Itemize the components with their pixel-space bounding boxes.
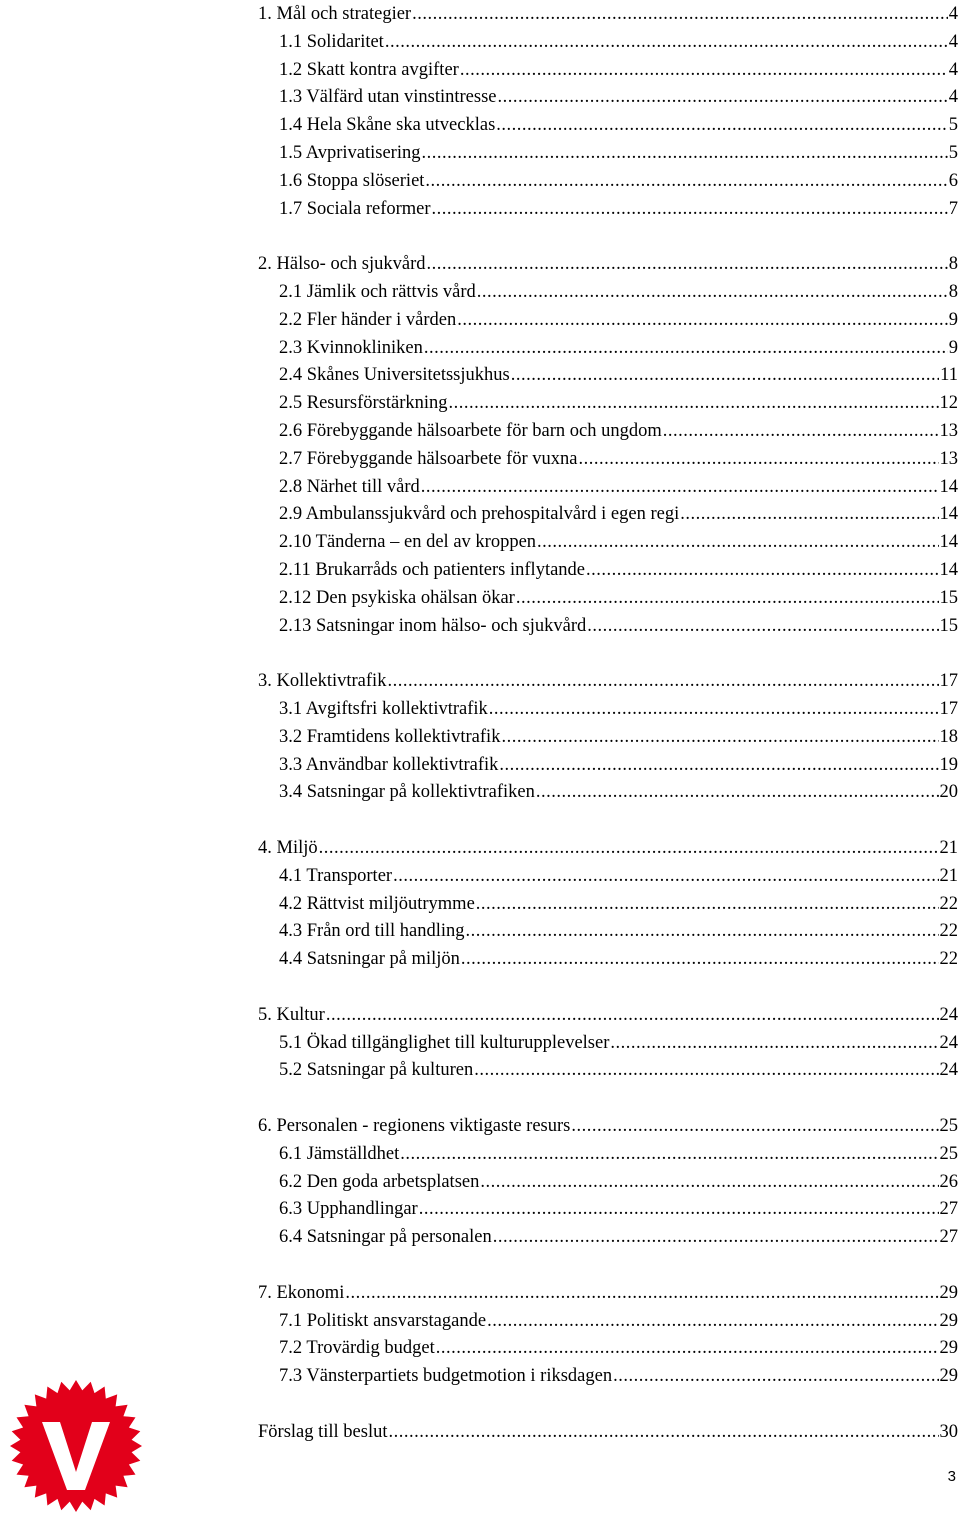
toc-entry-page: 4: [948, 4, 958, 24]
toc-entry-page: 5: [948, 115, 958, 136]
toc-section-entry[interactable]: [279, 417, 958, 445]
toc-entry-label: 7.1 Politiskt ansvarstagande: [279, 1310, 487, 1331]
toc-entry-label: 2.7 Förebyggande hälsoarbete för vuxna: [279, 448, 578, 469]
toc-leader-dots: [432, 195, 948, 223]
toc-leader-dots: [498, 83, 948, 111]
toc-entry-page: 14: [939, 532, 958, 553]
toc-entry-page: 29: [939, 1338, 958, 1359]
toc-section-entry[interactable]: [279, 167, 958, 195]
toc-section-entry[interactable]: [279, 278, 958, 306]
toc-entry-label: 6.2 Den goda arbetsplatsen: [279, 1171, 480, 1192]
toc-leader-dots: [680, 500, 938, 528]
toc-section-entry[interactable]: [279, 389, 958, 417]
toc-leader-dots: [412, 0, 948, 28]
toc-leader-dots: [427, 250, 948, 278]
toc-leader-dots: [319, 834, 939, 862]
toc-entry-page: 14: [939, 560, 958, 580]
toc-leader-dots: [586, 556, 938, 584]
toc-section-entry[interactable]: [279, 334, 958, 362]
toc-leader-dots: [499, 751, 938, 779]
toc-leader-dots: [421, 473, 939, 501]
toc-entry-label: 6.3 Upphandlingar: [279, 1199, 418, 1220]
toc-entry-label: 3.1 Avgiftsfri kollektivtrafik: [279, 699, 488, 719]
toc-chapter-entry[interactable]: [258, 1418, 958, 1446]
toc-entry-page: 4: [948, 31, 958, 52]
toc-entry-label: 3.3 Användbar kollektivtrafik: [279, 754, 499, 775]
toc-leader-dots: [613, 1362, 938, 1390]
toc-entry-label: 2.9 Ambulanssjukvård och prehospitalvård i egen regi: [279, 504, 680, 525]
toc-entry-label: 4.1 Transporter: [279, 865, 393, 886]
toc-entry-label: 7.3 Vänsterpartiets budgetmotion i riksdagen: [279, 1366, 613, 1387]
toc-chapter-entry[interactable]: [258, 1279, 958, 1307]
toc-section-entry[interactable]: [279, 1307, 958, 1335]
toc-leader-dots: [489, 695, 939, 723]
toc-entry-label: 6. Personalen - regionens viktigaste resurs: [258, 1116, 571, 1136]
toc-entry-page: 15: [939, 615, 958, 636]
toc-entry-label: 2. Hälso- och sjukvård: [258, 254, 426, 275]
toc-entry-label: 2.11 Brukarråds och patienters inflytande: [279, 560, 586, 580]
toc-section-entry[interactable]: [279, 445, 958, 473]
toc-entry-label: 1.4 Hela Skåne ska utvecklas: [279, 115, 496, 136]
toc-leader-dots: [421, 139, 947, 167]
toc-leader-dots: [387, 667, 938, 695]
toc-entry-page: 6: [948, 170, 958, 191]
toc-entry-label: 2.4 Skånes Universitetssjukhus: [279, 365, 510, 386]
toc-section-entry[interactable]: [279, 1362, 958, 1390]
toc-section-entry[interactable]: [279, 1195, 958, 1223]
toc-entry-label: 2.12 Den psykiska ohälsan ökar: [279, 587, 515, 608]
toc-leader-dots: [345, 1279, 938, 1307]
toc-entry-label: 1.3 Välfärd utan vinstintresse: [279, 87, 497, 108]
toc-entry-page: 11: [940, 365, 958, 386]
toc-entry-label: 4.4 Satsningar på miljön: [279, 949, 460, 970]
toc-section-entry[interactable]: [279, 862, 958, 890]
toc-leader-dots: [487, 1307, 938, 1335]
toc-section-entry[interactable]: [279, 306, 958, 334]
toc-section-entry[interactable]: [279, 500, 958, 528]
toc-section-entry[interactable]: [279, 890, 958, 918]
toc-entry-label: 2.13 Satsningar inom hälso- och sjukvård: [279, 615, 587, 636]
toc-entry-page: 27: [939, 1199, 958, 1220]
toc-entry-page: 15: [939, 587, 958, 608]
toc-entry-page: 21: [939, 865, 958, 886]
toc-leader-dots: [400, 1140, 938, 1168]
toc-chapter-entry[interactable]: [258, 667, 958, 695]
toc-entry-page: 29: [939, 1366, 958, 1387]
toc-entry-label: 3. Kollektivtrafik: [258, 671, 387, 692]
toc-leader-dots: [516, 584, 939, 612]
toc-entry-label: 1.5 Avprivatisering: [279, 143, 421, 163]
toc-entry-label: 2.2 Fler händer i vården: [279, 309, 457, 330]
toc-leader-dots: [587, 612, 938, 640]
toc-chapter-entry[interactable]: [258, 1001, 958, 1029]
toc-leader-dots: [480, 1168, 938, 1196]
toc-entry-page: 9: [948, 337, 958, 358]
toc-entry-page: 13: [939, 421, 958, 441]
toc-section-entry[interactable]: [279, 473, 958, 501]
toc-entry-label: 7. Ekonomi: [258, 1282, 345, 1303]
toc-entry-page: 18: [939, 726, 958, 747]
toc-chapter-entry[interactable]: [258, 0, 958, 28]
toc-entry-page: 5: [948, 143, 958, 163]
toc-entry-label: 2.1 Jämlik och rättvis vård: [279, 282, 476, 302]
toc-leader-dots: [610, 1029, 938, 1057]
toc-entry-page: 29: [939, 1282, 958, 1303]
toc-leader-dots: [436, 1334, 939, 1362]
toc-leader-dots: [501, 723, 938, 751]
toc-entry-label: 3.2 Framtidens kollektivtrafik: [279, 726, 501, 747]
toc-entry-label: 2.3 Kvinnokliniken: [279, 337, 423, 358]
toc-leader-dots: [474, 1056, 938, 1084]
toc-leader-dots: [460, 56, 948, 84]
toc-section-entry[interactable]: [279, 195, 958, 223]
toc-entry-label: 1.2 Skatt kontra avgifter: [279, 59, 459, 80]
toc-chapter-entry[interactable]: [258, 834, 958, 862]
toc-entry-page: 7: [948, 198, 958, 219]
page-number: 3: [947, 1468, 956, 1485]
toc-section-entry[interactable]: [279, 612, 958, 640]
toc-entry-page: 27: [939, 1227, 958, 1248]
toc-entry-label: 7.2 Trovärdig budget: [279, 1338, 435, 1359]
toc-section-entry[interactable]: [279, 723, 958, 751]
toc-leader-dots: [477, 278, 948, 306]
toc-entry-page: 14: [939, 504, 958, 525]
toc-entry-page: 20: [939, 782, 958, 803]
toc-entry-label: 6.4 Satsningar på personalen: [279, 1227, 492, 1248]
toc-entry-label: 2.10 Tänderna – en del av kroppen: [279, 532, 537, 553]
toc-entry-page: 4: [948, 59, 958, 80]
toc-leader-dots: [425, 167, 947, 195]
toc-leader-dots: [393, 862, 938, 890]
toc-section-entry[interactable]: [279, 695, 958, 723]
toc-entry-page: 25: [939, 1116, 958, 1136]
toc-section-entry[interactable]: [279, 83, 958, 111]
toc-entry-page: 22: [939, 921, 958, 942]
toc-entry-page: 24: [939, 1060, 958, 1081]
toc-entry-label: 6.1 Jämställdhet: [279, 1143, 400, 1164]
toc-section-entry[interactable]: [279, 778, 958, 806]
toc-section-entry[interactable]: [279, 28, 958, 56]
toc-entry-page: 4: [948, 87, 958, 108]
toc-section-entry[interactable]: [279, 1029, 958, 1057]
toc-entry-page: 9: [948, 309, 958, 330]
toc-entry-page: 22: [939, 893, 958, 914]
toc-chapter-entry[interactable]: [258, 250, 958, 278]
toc-entry-page: 13: [939, 448, 958, 469]
toc-leader-dots: [511, 361, 939, 389]
toc-entry-page: 19: [939, 754, 958, 775]
toc-entry-page: 14: [939, 476, 958, 497]
toc-entry-label: 1.1 Solidaritet: [279, 31, 384, 52]
toc-leader-dots: [449, 389, 939, 417]
toc-entry-label: 4.2 Rättvist miljöutrymme: [279, 893, 475, 914]
toc-leader-dots: [466, 917, 939, 945]
toc-leader-dots: [493, 1223, 939, 1251]
toc-entry-label: 3.4 Satsningar på kollektivtrafiken: [279, 782, 535, 803]
toc-entry-label: 2.6 Förebyggande hälsoarbete för barn och ungdom: [279, 421, 662, 441]
vansterpartiet-logo-icon: [8, 1378, 144, 1514]
toc-entry-page: 25: [939, 1143, 958, 1164]
toc-entry-label: Förslag till beslut: [258, 1421, 388, 1442]
toc-section-entry[interactable]: [279, 1140, 958, 1168]
toc-entry-label: 2.8 Närhet till vård: [279, 476, 420, 497]
toc-section-entry[interactable]: [279, 1334, 958, 1362]
toc-entry-page: 17: [939, 671, 958, 692]
toc-entry-label: 2.5 Resursförstärkning: [279, 393, 448, 414]
toc-chapter-entry[interactable]: [258, 1112, 958, 1140]
toc-entry-label: 4. Miljö: [258, 838, 318, 858]
toc-section-entry[interactable]: [279, 528, 958, 556]
toc-section-entry[interactable]: [279, 945, 958, 973]
toc-section-entry[interactable]: [279, 361, 958, 389]
toc-entry-page: 24: [939, 1004, 958, 1025]
toc-leader-dots: [663, 417, 939, 445]
toc-section-entry[interactable]: [279, 1168, 958, 1196]
toc-leader-dots: [461, 945, 939, 973]
toc-section-entry[interactable]: [279, 917, 958, 945]
toc-section-entry[interactable]: [279, 584, 958, 612]
toc-entry-page: 21: [939, 838, 958, 858]
toc-leader-dots: [496, 111, 947, 139]
toc-leader-dots: [457, 306, 948, 334]
toc-entry-page: 12: [939, 393, 958, 414]
toc-entry-label: 4.3 Från ord till handling: [279, 921, 465, 942]
toc-leader-dots: [419, 1195, 939, 1223]
toc-entry-page: 26: [939, 1171, 958, 1192]
toc-leader-dots: [424, 334, 948, 362]
toc-leader-dots: [476, 890, 939, 918]
toc-entry-page: 30: [939, 1421, 958, 1442]
toc-entry-page: 29: [939, 1310, 958, 1331]
toc-entry-label: 5.2 Satsningar på kulturen: [279, 1060, 474, 1081]
toc-section-entry[interactable]: [279, 1056, 958, 1084]
toc-entry-label: 1.7 Sociala reformer: [279, 198, 431, 219]
toc-leader-dots: [536, 778, 939, 806]
toc-entry-page: 8: [948, 254, 958, 275]
toc-leader-dots: [385, 28, 948, 56]
toc-entry-page: 17: [939, 699, 958, 719]
toc-entry-page: 8: [948, 282, 958, 302]
toc-entry-label: 5. Kultur: [258, 1004, 325, 1025]
toc-section-entry[interactable]: [279, 751, 958, 779]
toc-leader-dots: [389, 1418, 939, 1446]
toc-leader-dots: [326, 1001, 939, 1029]
toc-entry-label: 1. Mål och strategier: [258, 4, 412, 24]
toc-section-entry[interactable]: [279, 139, 958, 167]
toc-leader-dots: [578, 445, 938, 473]
toc-section-entry[interactable]: [279, 1223, 958, 1251]
toc-section-entry[interactable]: [279, 111, 958, 139]
toc-leader-dots: [537, 528, 938, 556]
toc-entry-page: 24: [939, 1032, 958, 1053]
toc-entry-label: 1.6 Stoppa slöseriet: [279, 170, 425, 191]
toc-entry-label: 5.1 Ökad tillgänglighet till kulturupplevelser: [279, 1032, 610, 1053]
toc-section-entry[interactable]: [279, 556, 958, 584]
toc-entry-page: 22: [939, 949, 958, 970]
toc-section-entry[interactable]: [279, 56, 958, 84]
toc-leader-dots: [571, 1112, 938, 1140]
